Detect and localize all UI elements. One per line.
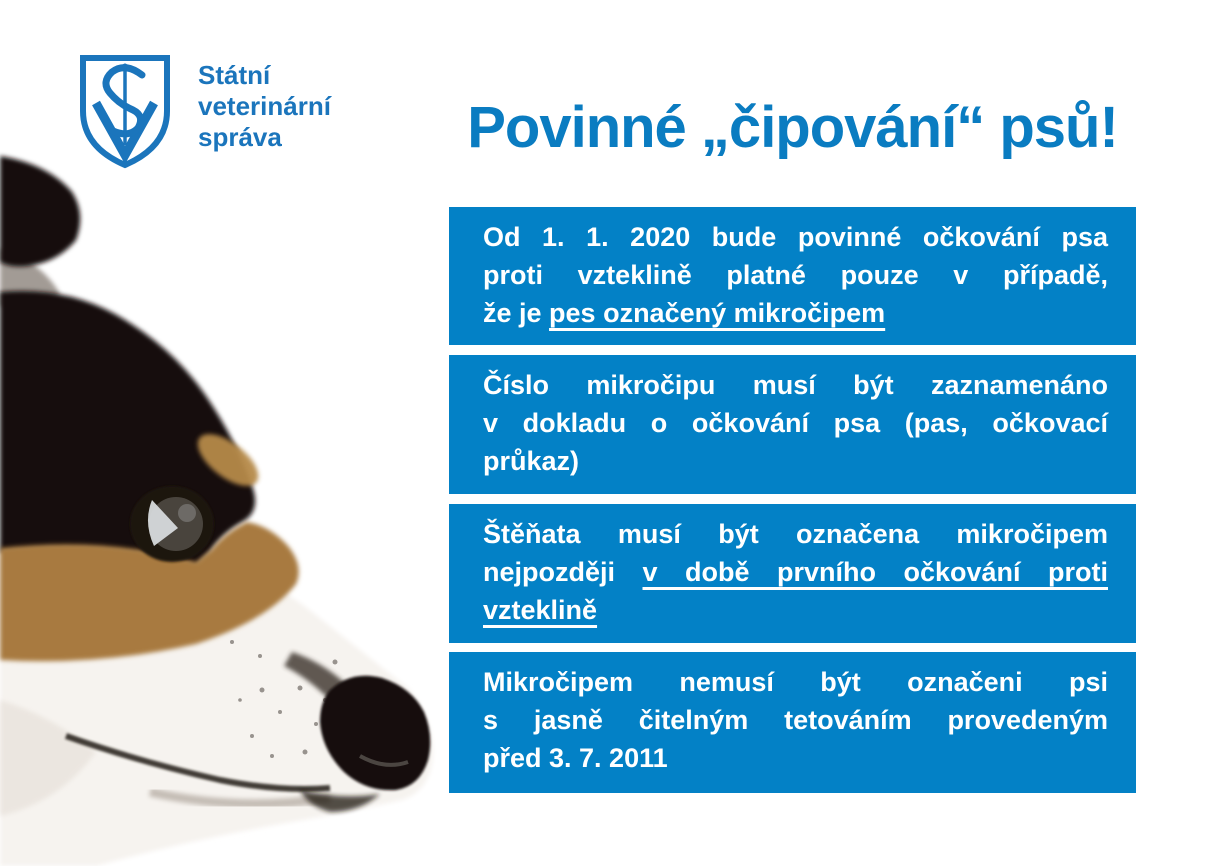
text: proti vzteklině platné pouze v případě,	[483, 260, 1108, 290]
org-name-line: veterinární	[198, 91, 331, 121]
info-box-line	[483, 294, 1108, 332]
info-box-line	[483, 663, 1108, 701]
veterinary-shield-icon	[78, 53, 172, 170]
info-box-line	[483, 442, 1108, 480]
text: průkaz)	[483, 446, 580, 476]
info-box-vaccination-validity	[449, 207, 1136, 345]
info-box-chip-number-record	[449, 355, 1136, 494]
info-box-line	[483, 256, 1108, 294]
info-box-tattoo-exception	[449, 652, 1136, 793]
text: Mikročipem nemusí být označeni psi	[483, 667, 1108, 697]
info-box-line	[483, 366, 1108, 404]
text: že je	[483, 298, 550, 328]
text: v dokladu o očkování psa (pas, očkovací	[483, 408, 1108, 438]
underlined-text: vzteklině	[483, 595, 598, 625]
org-name	[198, 60, 331, 153]
org-name-line: Státní	[198, 60, 271, 90]
text: nejpozději	[483, 557, 643, 587]
info-box-line	[483, 553, 1108, 591]
info-box-line	[483, 739, 1108, 777]
underlined-text: pes označený mikročipem	[549, 298, 886, 328]
info-box-line	[483, 218, 1108, 256]
org-name-line: správa	[198, 122, 282, 152]
info-box-line	[483, 515, 1108, 553]
text: Štěňata musí být označena mikročipem	[483, 519, 1108, 549]
text: Od 1. 1. 2020 bude povinné očkování psa	[483, 222, 1108, 252]
text: s jasně čitelným tetováním provedeným	[483, 705, 1108, 735]
logo	[78, 53, 331, 170]
info-box-line	[483, 404, 1108, 442]
info-box-puppies-deadline	[449, 504, 1136, 643]
slide-title: Povinné „čipování“ psů!	[467, 95, 1118, 160]
info-box-line	[483, 701, 1108, 739]
text: Číslo mikročipu musí být zaznamenáno	[483, 370, 1108, 400]
info-box-stack	[449, 207, 1136, 793]
underlined-text: v době prvního očkování proti	[642, 557, 1108, 587]
info-box-line	[483, 591, 1108, 629]
text: před 3. 7. 2011	[483, 743, 668, 773]
